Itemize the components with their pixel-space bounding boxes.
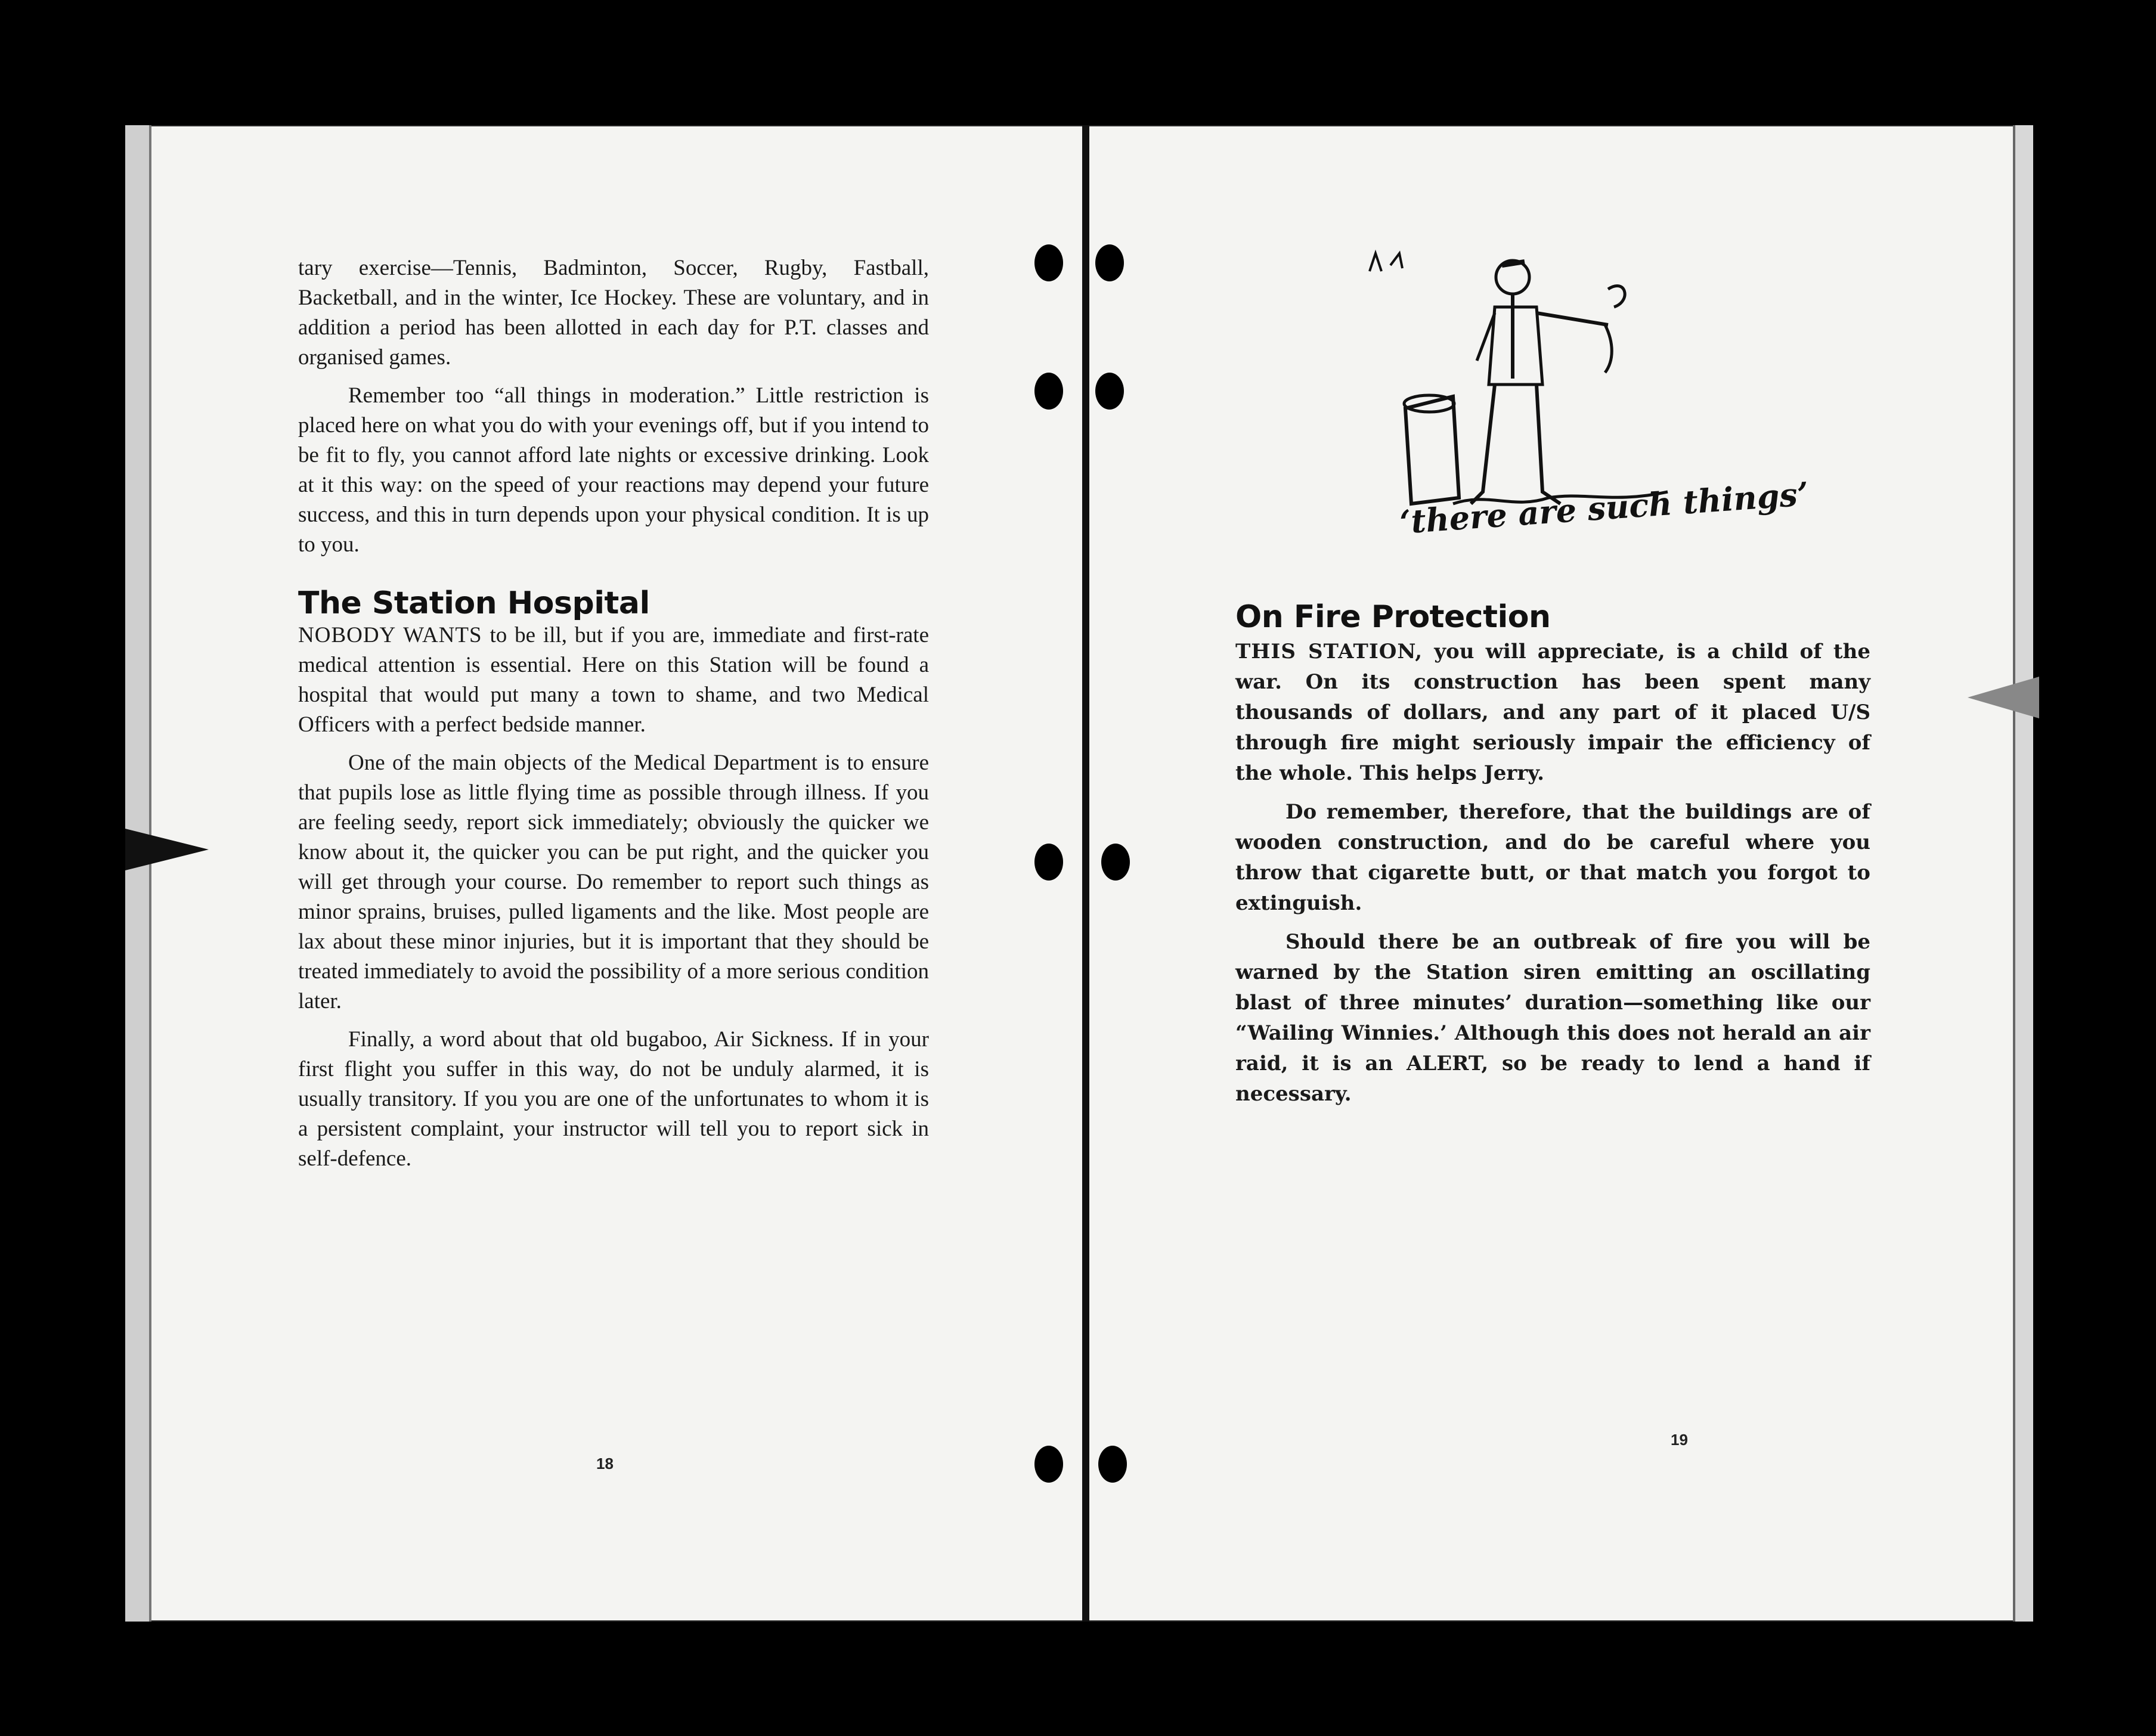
punch-hole: [1034, 1446, 1063, 1483]
paragraph: tary exercise—Tennis, Badminton, Soccer, Rugby, Fastball, Backetball, and in the winter, Ice Hockey. These are voluntary, and in addition a period has been allotted in each day for P.T. classes and organised games.: [298, 256, 929, 370]
paragraph: [1235, 637, 1870, 789]
punch-hole: [1034, 244, 1063, 281]
illustration-caption: ‘there are such things’: [1398, 475, 1810, 541]
punch-hole: [1098, 1446, 1127, 1483]
right-page-edge: [2013, 125, 2033, 1622]
section-heading-fire: On Fire Protection: [1235, 599, 1551, 635]
left-page-edge: [125, 125, 151, 1622]
page-number-left: 18: [596, 1455, 614, 1472]
right-page: [1089, 125, 2015, 1622]
right-page-text: [1235, 599, 1870, 1118]
lead-in: NOBODY WANTS: [298, 623, 482, 647]
lead-in: THIS STATION,: [1235, 640, 1423, 664]
punch-hole: [1034, 373, 1063, 410]
paragraph: Should there be an outbreak of fire you will be warned by the Station siren emitting an oscillating blast of three minutes’ duration—something like our “Wailing Winnies.’ Although this does not herald an air raid, it is an ALERT, so be ready to lend a hand if necessary.: [1235, 930, 1870, 1106]
left-page: [149, 125, 1082, 1622]
book-gutter: [1082, 125, 1089, 1622]
paragraph-body: you will appreciate, is a child of the war. On its construction has been spent many thousands of dollars, and any part of it placed U/S through fire might seriously impair the efficiency of the whole. This helps Jerry.: [1235, 640, 1870, 785]
paragraph: Finally, a word about that old bugaboo, Air Sickness. If in your first flight you suffer in this way, do not be unduly alarmed, it is usually transitory. If you you are one of the unfortunates to whom it is a persistent complaint, your instructor will tell you to report sick in self-defence.: [298, 1027, 929, 1171]
punch-hole: [1034, 844, 1063, 881]
book-spread: [125, 125, 2033, 1622]
paragraph: One of the main objects of the Medical Department is to ensure that pupils lose as little flying time as possible through illness. If you are feeling seedy, report sick immediately; obviously the quicker we know about it, the quicker you can be put right, and the quicker you will get through your course. Do remember to report such things as minor sprains, bruises, pulled ligaments and the like. Most people are lax about these minor injuries, but it is important that they should be treated immediately to avoid the possibility of a more serious condition later.: [298, 751, 929, 1013]
punch-hole: [1095, 244, 1124, 281]
punch-hole: [1101, 844, 1130, 881]
paragraph-body: to be ill, but if you are, immediate and first-rate medical attention is essential. Here on this Station will be found a hospital that would put many a town to shame, and two Medical Officers with a perfect bedside manner.: [298, 623, 930, 737]
right-tab-marker: [1968, 677, 2039, 718]
left-page-text: [298, 253, 929, 1182]
paragraph: Remember too “all things in moderation.” Little restriction is placed here on what you do with your evenings off, but if you intend to be fit to fly, you cannot afford late nights or excessive drinking. Look at it this way: on the speed of your reactions may depend your future success, and this in turn depends upon your physical condition. It is up to you.: [298, 383, 929, 557]
left-tab-marker: [125, 829, 209, 870]
paragraph: [298, 621, 929, 740]
punch-hole: [1095, 373, 1124, 410]
paragraph: Do remember, therefore, that the buildings are of wooden construction, and do be careful where you throw that cigarette butt, or that match you forgot to extinguish.: [1235, 800, 1870, 915]
section-heading-hospital: The Station Hospital: [298, 585, 650, 621]
page-number-right: 19: [1671, 1431, 1688, 1449]
